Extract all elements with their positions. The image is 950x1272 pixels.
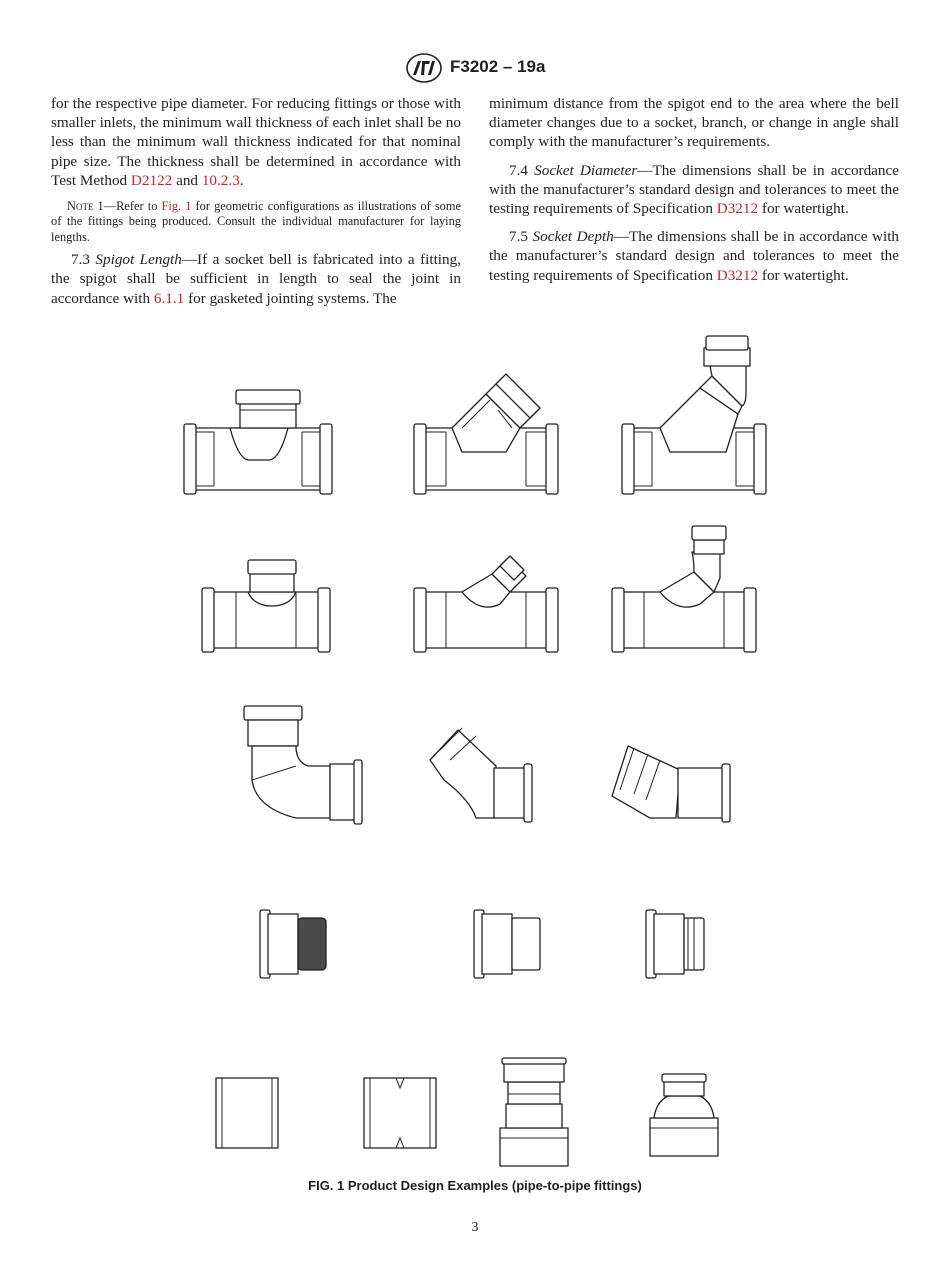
right-column (489, 94, 899, 285)
link-fig-1[interactable]: Fig. 1 (161, 199, 192, 214)
link-d3212-a[interactable]: D3212 (716, 200, 759, 218)
fitting-wye-reducing (414, 556, 558, 652)
fitting-wye-45 (414, 374, 558, 494)
section-7-3-title: Spigot Length (95, 251, 182, 269)
fitting-adapter-dark (260, 910, 326, 978)
section-7-4: 7.4 Socket Diameter—The dimensions shall be in accordance with the manufacturer’s standard design and tolerances to meet the testing requirements of Specification D3212 for watertight. (489, 161, 900, 218)
fitting-tee-reducing (202, 560, 330, 652)
fitting-reducer-stacked (500, 1058, 568, 1166)
astm-logo-icon (404, 52, 444, 84)
fitting-elbow-45 (430, 728, 532, 822)
fitting-reducer-bushing (650, 1074, 718, 1156)
fitting-combo-wye-reducing (612, 526, 756, 652)
fitting-adapter-plain (474, 910, 540, 978)
link-10-2-3[interactable]: 10.2.3 (201, 171, 240, 189)
left-column (51, 94, 461, 308)
section-7-4-title: Socket Diameter (534, 161, 638, 179)
note-1: Note 1—Refer to Fig. 1 for geometric configurations as illustrations of some of the fittings being produced. Consult the individual manufacturer for laying lengths. (51, 199, 461, 244)
paragraph-wall-thickness: for the respective pipe diameter. For reducing fittings or those with smaller inlets, the minimum wall thickness of each inlet shall be no less than the minimum wall thickness indicated for that nominal pipe size. The thickness shall be determined in accordance with Test Method D2122 and 10.2.3. (51, 95, 461, 189)
section-7-3: 7.3 Spigot Length—If a socket bell is fabricated into a fitting, the spigot shall be sufficient in length to seal the joint in accordance with 6.1.1 for gasketed jointing systems. The (51, 251, 461, 307)
document-number: F3202 – 19a (450, 57, 546, 76)
fitting-combo-wye (622, 336, 766, 494)
section-7-5-title: Socket Depth (532, 228, 614, 246)
link-d2122[interactable]: D2122 (130, 171, 173, 189)
fitting-elbow-22 (612, 746, 730, 822)
fitting-elbow-90 (244, 706, 362, 824)
fitting-adapter-ribbed (646, 910, 704, 978)
fitting-coupling-stop (364, 1078, 436, 1148)
figure-caption: FIG. 1 Product Design Examples (pipe-to-pipe fittings) (308, 1178, 642, 1193)
section-7-5: 7.5 Socket Depth—The dimensions shall be in accordance with the manufacturer’s standard design and tolerances to meet the testing requirements of Specification D3212 for watertight. (489, 228, 900, 284)
link-d3212-b[interactable]: D3212 (716, 266, 759, 284)
fitting-coupling (216, 1078, 278, 1148)
fitting-tee-large (184, 390, 332, 494)
page-number: 3 (471, 1220, 479, 1235)
figure-1-fittings (0, 330, 950, 1180)
page-header (0, 52, 950, 86)
link-6-1-1[interactable]: 6.1.1 (153, 289, 185, 307)
paragraph-spigot-distance: minimum distance from the spigot end to the area where the bell diameter changes due to a socket, branch, or change in angle shall comply with the manufacturer’s requirements. (489, 95, 899, 151)
